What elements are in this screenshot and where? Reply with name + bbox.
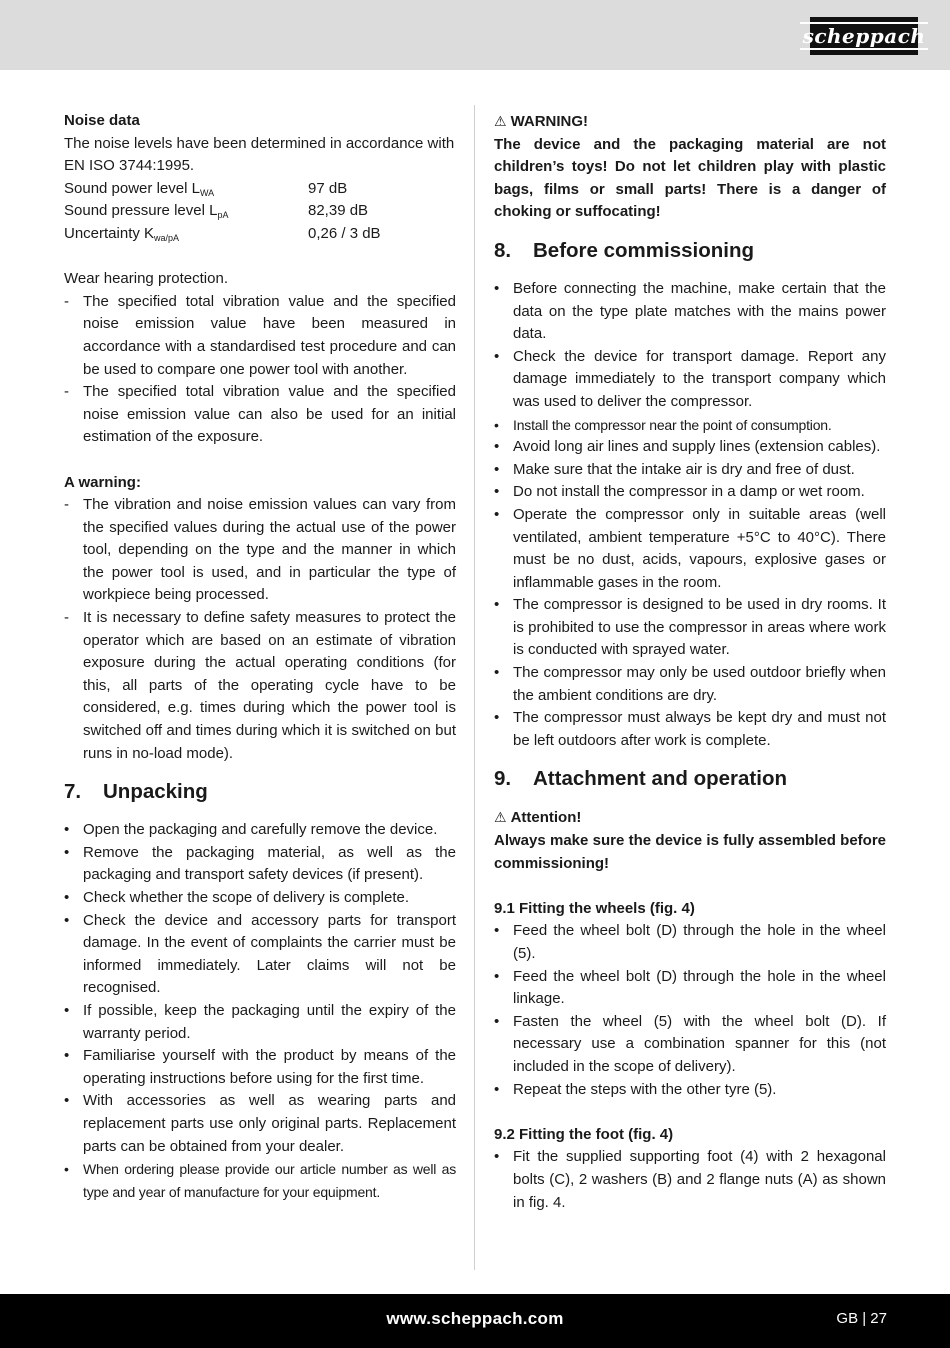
list-item: - The vibration and noise emission values can vary from the specified values during the actual use of the power tool, depending on the type and the manner in which the power tool is used, and in particular the type of workpiece being processed. <box>64 494 456 607</box>
warning-text: The device and the packaging material are not children’s toys! Do not let children play with plastic bags, films or small parts! There is a danger of choking or suffocating! <box>494 135 886 221</box>
hearing-protection-text: Wear hearing protection. <box>64 270 228 288</box>
list-item: • If possible, keep the packaging until the expiry of the warranty period. <box>64 1000 456 1045</box>
column-divider <box>474 105 475 1270</box>
attention-heading: ⚠ Attention! <box>494 809 582 827</box>
section-9-heading: 9. Attachment and operation <box>494 767 787 791</box>
section-7-heading: 7. Unpacking <box>64 780 208 804</box>
noise-intro: The noise levels have been determined in accordance with EN ISO 3744:1995. <box>64 134 455 175</box>
left-column <box>64 110 456 1203</box>
list-item: • Check whether the scope of delivery is complete. <box>64 887 456 910</box>
wheels-heading: 9.1 Fitting the wheels (fig. 4) <box>494 899 695 917</box>
list-item: • Check the device and accessory parts for transport damage. In the event of complaints the carrier must be informed immediately. Later claims will not be recognised. <box>64 910 456 1000</box>
list-item: • Operate the compressor only in suitable areas (well ventilated, ambient temperature +5°C to 40°C). There must be no dust, acids, vapours, explosive gases or inflammable gases in the room. <box>494 504 886 594</box>
list-item: • Avoid long air lines and supply lines (extension cables). <box>494 436 886 459</box>
footer-bar <box>0 1294 950 1348</box>
foot-heading: 9.2 Fitting the foot (fig. 4) <box>494 1125 674 1143</box>
list-item: • Install the compressor near the point of consumption. <box>494 414 886 437</box>
list-item: • The compressor may only be used outdoor briefly when the ambient conditions are dry. <box>494 662 886 707</box>
list-item: - It is necessary to define safety measures to protect the operator which are based on an estimate of vibration exposure during the actual operating conditions (for this, all parts of the operating cycle have to be considered, e.g. times during which the power tool is switched off and times during which it is switched on but runs in no-load mode). <box>64 607 456 765</box>
list-item: • Do not install the compressor in a damp or wet room. <box>494 481 886 504</box>
warning-heading: ⚠ WARNING! <box>494 113 589 130</box>
a-warning-list <box>64 494 456 765</box>
wheels-list <box>494 920 886 1101</box>
list-item: • Before connecting the machine, make certain that the data on the type plate matches with the mains power data. <box>494 278 886 346</box>
commissioning-list <box>494 278 886 752</box>
list-item: • Repeat the steps with the other tyre (5). <box>494 1079 886 1102</box>
list-item: - The specified total vibration value and the specified noise emission value can also be used for an initial estimation of the exposure. <box>64 381 456 449</box>
scheppach-logo: scheppach <box>810 17 918 55</box>
unpacking-list <box>64 819 456 1203</box>
noise-data-heading: Noise data <box>64 112 140 129</box>
header-bar <box>0 0 950 70</box>
right-column <box>494 110 886 1214</box>
list-item: • With accessories as well as wearing parts and replacement parts use only original parts. Replacement parts can be obtained from your dealer. <box>64 1090 456 1158</box>
list-item: • Fit the supplied supporting foot (4) with 2 hexagonal bolts (C), 2 washers (B) and 2 flange nuts (A) as shown in fig. 4. <box>494 1146 886 1214</box>
list-item: • Familiarise yourself with the product by means of the operating instructions before using for the first time. <box>64 1045 456 1090</box>
warning-triangle-icon: ⚠ <box>494 113 507 129</box>
foot-list <box>494 1146 886 1214</box>
list-item: • Open the packaging and carefully remove the device. <box>64 819 456 842</box>
attention-text: Always make sure the device is fully assembled before commissioning! <box>494 832 886 872</box>
section-8-heading: 8. Before commissioning <box>494 238 754 262</box>
list-item: • Fasten the wheel (5) with the wheel bolt (D). If necessary use a combination spanner for this (not included in the scope of delivery). <box>494 1011 886 1079</box>
list-item: • Check the device for transport damage. Report any damage immediately to the transport company which was used to deliver the compressor. <box>494 346 886 414</box>
attention-triangle-icon: ⚠ <box>494 809 507 826</box>
a-warning-heading: A warning: <box>64 473 141 491</box>
noise-row-uncertainty: Uncertainty $K_{wa/pA}$ 0,26 / 3 dB <box>64 224 381 243</box>
noise-notes-list <box>64 291 456 449</box>
list-item: • Feed the wheel bolt (D) through the hole in the wheel (5). <box>494 920 886 965</box>
website-link[interactable]: www.scheppach.com <box>386 1309 564 1328</box>
page-number: GB | 27 <box>836 1310 887 1327</box>
list-item: • Make sure that the intake air is dry and free of dust. <box>494 459 886 482</box>
noise-row-power: Sound power level $L_{WA}$ 97 dB <box>64 179 348 198</box>
list-item: • When ordering please provide our article number as well as type and year of manufacture for your equipment. <box>64 1158 456 1203</box>
list-item: • Remove the packaging material, as well as the packaging and transport safety devices (if present). <box>64 842 456 887</box>
list-item: • The compressor must always be kept dry and must not be left outdoors after work is complete. <box>494 707 886 752</box>
noise-row-pressure: Sound pressure level $L_{pA}$ 82,39 dB <box>64 202 369 221</box>
list-item: - The specified total vibration value and the specified noise emission value have been measured in accordance with a standardised test procedure and can be used to compare one power tool with another. <box>64 291 456 381</box>
list-item: • Feed the wheel bolt (D) through the hole in the wheel linkage. <box>494 966 886 1011</box>
list-item: • The compressor is designed to be used in dry rooms. It is prohibited to use the compressor in areas where work is conducted with sprayed water. <box>494 594 886 662</box>
